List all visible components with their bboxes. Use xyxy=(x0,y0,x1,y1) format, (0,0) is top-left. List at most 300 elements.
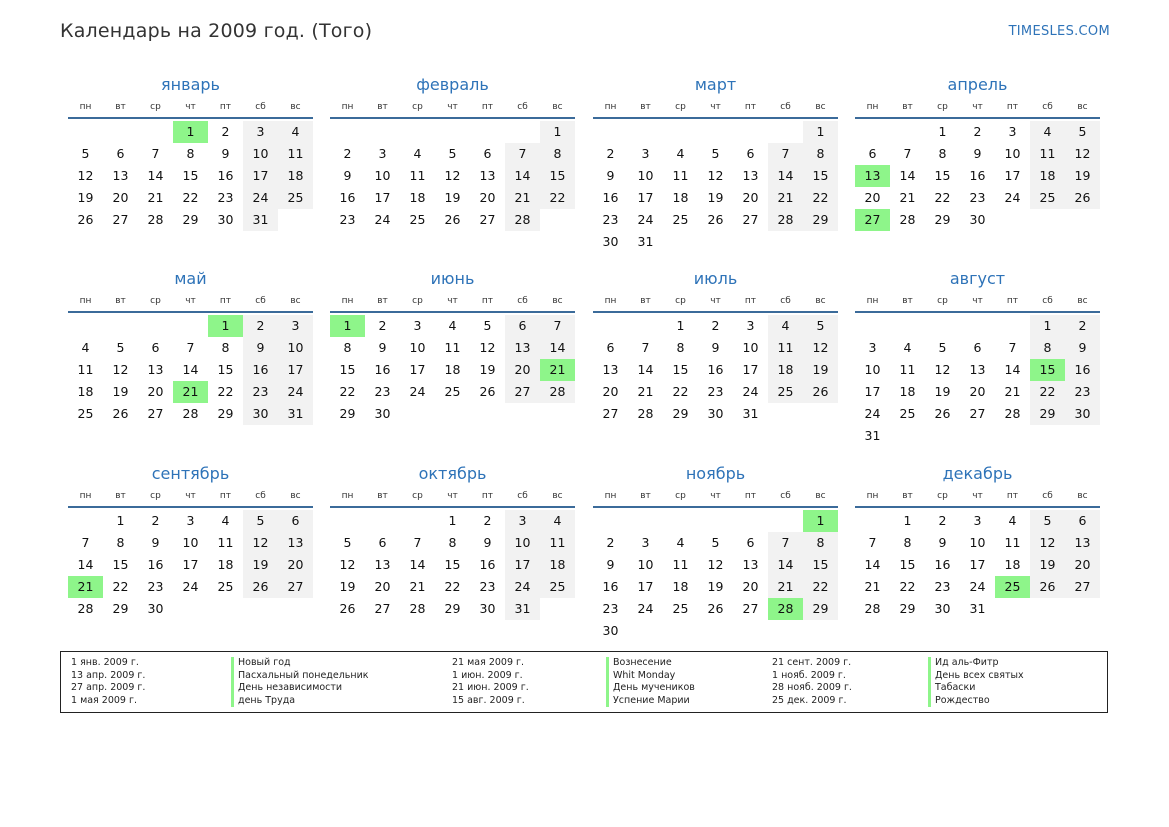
day-cell[interactable]: 6 xyxy=(116,146,125,161)
day-cell[interactable]: 9 xyxy=(378,340,387,355)
day-cell[interactable]: 29 xyxy=(934,212,951,227)
day-cell[interactable]: 17 xyxy=(409,362,426,377)
day-cell[interactable]: 29 xyxy=(899,601,916,616)
day-cell[interactable]: 15 xyxy=(934,168,951,183)
day-cell[interactable]: 3 xyxy=(505,510,540,532)
day-cell[interactable]: 11 xyxy=(768,337,803,359)
day-cell[interactable]: 10 xyxy=(1004,146,1021,161)
day-cell[interactable]: 23 xyxy=(339,212,356,227)
day-cell[interactable]: 20 xyxy=(374,579,391,594)
day-cell[interactable]: 25 xyxy=(278,187,313,209)
day-cell[interactable]: 25 xyxy=(672,212,689,227)
day-cell[interactable]: 8 xyxy=(186,146,195,161)
day-cell[interactable]: 5 xyxy=(343,535,352,550)
day-cell[interactable]: 1 xyxy=(330,315,365,337)
day-cell[interactable]: 19 xyxy=(1065,165,1100,187)
day-cell[interactable]: 6 xyxy=(606,340,615,355)
day-cell[interactable]: 24 xyxy=(278,381,313,403)
day-cell[interactable]: 25 xyxy=(1030,187,1065,209)
day-cell[interactable]: 27 xyxy=(112,212,129,227)
day-cell[interactable]: 24 xyxy=(1004,190,1021,205)
day-cell[interactable]: 16 xyxy=(339,190,356,205)
day-cell[interactable]: 2 xyxy=(606,535,615,550)
day-cell[interactable]: 24 xyxy=(409,384,426,399)
day-cell[interactable]: 7 xyxy=(81,535,90,550)
day-cell[interactable]: 23 xyxy=(602,601,619,616)
day-cell[interactable]: 19 xyxy=(803,359,838,381)
day-cell[interactable]: 19 xyxy=(1030,554,1065,576)
day-cell[interactable]: 28 xyxy=(409,601,426,616)
day-cell[interactable]: 18 xyxy=(899,384,916,399)
day-cell[interactable]: 20 xyxy=(147,384,164,399)
day-cell[interactable]: 25 xyxy=(540,576,575,598)
day-cell[interactable]: 7 xyxy=(505,143,540,165)
day-cell[interactable]: 7 xyxy=(768,532,803,554)
day-cell[interactable]: 28 xyxy=(864,601,881,616)
day-cell[interactable]: 11 xyxy=(217,535,234,550)
day-cell[interactable]: 7 xyxy=(868,535,877,550)
day-cell[interactable]: 5 xyxy=(803,315,838,337)
day-cell[interactable]: 9 xyxy=(938,535,947,550)
day-cell[interactable]: 13 xyxy=(1065,532,1100,554)
day-cell[interactable]: 16 xyxy=(602,579,619,594)
day-cell[interactable]: 5 xyxy=(1065,121,1100,143)
day-cell[interactable]: 29 xyxy=(112,601,129,616)
day-cell[interactable]: 24 xyxy=(243,187,278,209)
day-cell[interactable]: 5 xyxy=(483,318,492,333)
day-cell[interactable]: 14 xyxy=(147,168,164,183)
day-cell[interactable]: 12 xyxy=(339,557,356,572)
day-cell[interactable]: 13 xyxy=(278,532,313,554)
day-cell[interactable]: 2 xyxy=(973,124,982,139)
day-cell[interactable]: 17 xyxy=(637,190,654,205)
day-cell[interactable]: 1 xyxy=(173,121,208,143)
day-cell[interactable]: 8 xyxy=(803,143,838,165)
day-cell[interactable]: 28 xyxy=(540,381,575,403)
day-cell[interactable]: 16 xyxy=(934,557,951,572)
day-cell[interactable]: 7 xyxy=(768,143,803,165)
day-cell[interactable]: 17 xyxy=(374,190,391,205)
day-cell[interactable]: 22 xyxy=(217,384,234,399)
day-cell[interactable]: 16 xyxy=(479,557,496,572)
day-cell[interactable]: 27 xyxy=(855,209,890,231)
day-cell[interactable]: 5 xyxy=(938,340,947,355)
day-cell[interactable]: 24 xyxy=(182,579,199,594)
day-cell[interactable]: 22 xyxy=(803,187,838,209)
day-cell[interactable]: 12 xyxy=(803,337,838,359)
day-cell[interactable]: 25 xyxy=(768,381,803,403)
day-cell[interactable]: 21 xyxy=(68,576,103,598)
day-cell[interactable]: 28 xyxy=(768,209,803,231)
day-cell[interactable]: 11 xyxy=(899,362,916,377)
day-cell[interactable]: 12 xyxy=(1065,143,1100,165)
day-cell[interactable]: 24 xyxy=(969,579,986,594)
day-cell[interactable]: 2 xyxy=(606,146,615,161)
day-cell[interactable]: 12 xyxy=(243,532,278,554)
day-cell[interactable]: 8 xyxy=(903,535,912,550)
day-cell[interactable]: 25 xyxy=(995,576,1030,598)
day-cell[interactable]: 16 xyxy=(602,190,619,205)
day-cell[interactable]: 11 xyxy=(77,362,94,377)
day-cell[interactable]: 6 xyxy=(973,340,982,355)
day-cell[interactable]: 18 xyxy=(278,165,313,187)
day-cell[interactable]: 23 xyxy=(969,190,986,205)
day-cell[interactable]: 18 xyxy=(672,579,689,594)
day-cell[interactable]: 13 xyxy=(602,362,619,377)
day-cell[interactable]: 6 xyxy=(278,510,313,532)
day-cell[interactable]: 29 xyxy=(1030,403,1065,425)
day-cell[interactable]: 26 xyxy=(339,601,356,616)
day-cell[interactable]: 24 xyxy=(637,212,654,227)
day-cell[interactable]: 20 xyxy=(278,554,313,576)
day-cell[interactable]: 3 xyxy=(1008,124,1017,139)
day-cell[interactable]: 13 xyxy=(112,168,129,183)
day-cell[interactable]: 20 xyxy=(864,190,881,205)
day-cell[interactable]: 16 xyxy=(969,168,986,183)
day-cell[interactable]: 20 xyxy=(742,190,759,205)
day-cell[interactable]: 18 xyxy=(1004,557,1021,572)
day-cell[interactable]: 3 xyxy=(973,513,982,528)
day-cell[interactable]: 14 xyxy=(409,557,426,572)
day-cell[interactable]: 10 xyxy=(742,340,759,355)
day-cell[interactable]: 24 xyxy=(742,384,759,399)
day-cell[interactable]: 29 xyxy=(444,601,461,616)
day-cell[interactable]: 4 xyxy=(448,318,457,333)
day-cell[interactable]: 27 xyxy=(505,381,540,403)
day-cell[interactable]: 10 xyxy=(969,535,986,550)
day-cell[interactable]: 4 xyxy=(903,340,912,355)
day-cell[interactable]: 23 xyxy=(479,579,496,594)
day-cell[interactable]: 2 xyxy=(483,513,492,528)
day-cell[interactable]: 27 xyxy=(278,576,313,598)
day-cell[interactable]: 18 xyxy=(540,554,575,576)
day-cell[interactable]: 22 xyxy=(803,576,838,598)
day-cell[interactable]: 10 xyxy=(637,557,654,572)
day-cell[interactable]: 6 xyxy=(505,315,540,337)
day-cell[interactable]: 9 xyxy=(606,557,615,572)
day-cell[interactable]: 30 xyxy=(969,212,986,227)
day-cell[interactable]: 1 xyxy=(676,318,685,333)
day-cell[interactable]: 8 xyxy=(448,535,457,550)
day-cell[interactable]: 13 xyxy=(855,165,890,187)
day-cell[interactable]: 26 xyxy=(479,384,496,399)
day-cell[interactable]: 16 xyxy=(147,557,164,572)
day-cell[interactable]: 27 xyxy=(147,406,164,421)
day-cell[interactable]: 23 xyxy=(1065,381,1100,403)
day-cell[interactable]: 22 xyxy=(1030,381,1065,403)
day-cell[interactable]: 28 xyxy=(182,406,199,421)
day-cell[interactable]: 7 xyxy=(151,146,160,161)
day-cell[interactable]: 21 xyxy=(1004,384,1021,399)
day-cell[interactable]: 11 xyxy=(444,340,461,355)
day-cell[interactable]: 1 xyxy=(540,121,575,143)
day-cell[interactable]: 19 xyxy=(707,579,724,594)
day-cell[interactable]: 29 xyxy=(803,209,838,231)
day-cell[interactable]: 12 xyxy=(1030,532,1065,554)
day-cell[interactable]: 18 xyxy=(672,190,689,205)
day-cell[interactable]: 27 xyxy=(479,212,496,227)
day-cell[interactable]: 28 xyxy=(899,212,916,227)
day-cell[interactable]: 6 xyxy=(868,146,877,161)
day-cell[interactable]: 19 xyxy=(77,190,94,205)
day-cell[interactable]: 14 xyxy=(540,337,575,359)
day-cell[interactable]: 5 xyxy=(116,340,125,355)
day-cell[interactable]: 30 xyxy=(217,212,234,227)
day-cell[interactable]: 2 xyxy=(711,318,720,333)
day-cell[interactable]: 5 xyxy=(711,535,720,550)
day-cell[interactable]: 15 xyxy=(182,168,199,183)
day-cell[interactable]: 3 xyxy=(186,513,195,528)
day-cell[interactable]: 16 xyxy=(707,362,724,377)
day-cell[interactable]: 12 xyxy=(112,362,129,377)
day-cell[interactable]: 1 xyxy=(1030,315,1065,337)
day-cell[interactable]: 21 xyxy=(637,384,654,399)
day-cell[interactable]: 14 xyxy=(182,362,199,377)
day-cell[interactable]: 15 xyxy=(444,557,461,572)
day-cell[interactable]: 18 xyxy=(1030,165,1065,187)
day-cell[interactable]: 29 xyxy=(339,406,356,421)
day-cell[interactable]: 9 xyxy=(711,340,720,355)
day-cell[interactable]: 17 xyxy=(969,557,986,572)
day-cell[interactable]: 1 xyxy=(448,513,457,528)
day-cell[interactable]: 7 xyxy=(903,146,912,161)
day-cell[interactable]: 16 xyxy=(217,168,234,183)
day-cell[interactable]: 13 xyxy=(374,557,391,572)
day-cell[interactable]: 2 xyxy=(1065,315,1100,337)
day-cell[interactable]: 13 xyxy=(969,362,986,377)
day-cell[interactable]: 17 xyxy=(182,557,199,572)
day-cell[interactable]: 11 xyxy=(409,168,426,183)
day-cell[interactable]: 25 xyxy=(77,406,94,421)
day-cell[interactable]: 7 xyxy=(413,535,422,550)
day-cell[interactable]: 30 xyxy=(243,403,278,425)
day-cell[interactable]: 26 xyxy=(1030,576,1065,598)
day-cell[interactable]: 30 xyxy=(602,234,619,249)
day-cell[interactable]: 6 xyxy=(151,340,160,355)
day-cell[interactable]: 7 xyxy=(1008,340,1017,355)
day-cell[interactable]: 21 xyxy=(505,187,540,209)
day-cell[interactable]: 1 xyxy=(803,121,838,143)
day-cell[interactable]: 10 xyxy=(505,532,540,554)
day-cell[interactable]: 28 xyxy=(637,406,654,421)
day-cell[interactable]: 5 xyxy=(711,146,720,161)
day-cell[interactable]: 31 xyxy=(278,403,313,425)
day-cell[interactable]: 7 xyxy=(641,340,650,355)
day-cell[interactable]: 5 xyxy=(81,146,90,161)
day-cell[interactable]: 3 xyxy=(641,535,650,550)
day-cell[interactable]: 5 xyxy=(1030,510,1065,532)
day-cell[interactable]: 4 xyxy=(81,340,90,355)
day-cell[interactable]: 8 xyxy=(1030,337,1065,359)
day-cell[interactable]: 10 xyxy=(278,337,313,359)
day-cell[interactable]: 17 xyxy=(637,579,654,594)
day-cell[interactable]: 31 xyxy=(243,209,278,231)
day-cell[interactable]: 15 xyxy=(339,362,356,377)
day-cell[interactable]: 14 xyxy=(1004,362,1021,377)
day-cell[interactable]: 21 xyxy=(173,381,208,403)
day-cell[interactable]: 6 xyxy=(378,535,387,550)
day-cell[interactable]: 5 xyxy=(243,510,278,532)
day-cell[interactable]: 11 xyxy=(672,168,689,183)
day-cell[interactable]: 7 xyxy=(540,315,575,337)
day-cell[interactable]: 10 xyxy=(864,362,881,377)
day-cell[interactable]: 22 xyxy=(672,384,689,399)
day-cell[interactable]: 1 xyxy=(116,513,125,528)
day-cell[interactable]: 23 xyxy=(707,384,724,399)
day-cell[interactable]: 2 xyxy=(221,124,230,139)
day-cell[interactable]: 12 xyxy=(934,362,951,377)
day-cell[interactable]: 23 xyxy=(243,381,278,403)
day-cell[interactable]: 4 xyxy=(540,510,575,532)
day-cell[interactable]: 23 xyxy=(602,212,619,227)
day-cell[interactable]: 19 xyxy=(112,384,129,399)
day-cell[interactable]: 25 xyxy=(899,406,916,421)
day-cell[interactable]: 9 xyxy=(221,146,230,161)
day-cell[interactable]: 28 xyxy=(77,601,94,616)
day-cell[interactable]: 4 xyxy=(768,315,803,337)
day-cell[interactable]: 21 xyxy=(899,190,916,205)
site-link[interactable]: TIMESLES.COM xyxy=(1008,24,1110,39)
day-cell[interactable]: 27 xyxy=(742,601,759,616)
day-cell[interactable]: 27 xyxy=(602,406,619,421)
day-cell[interactable]: 6 xyxy=(746,535,755,550)
day-cell[interactable]: 17 xyxy=(742,362,759,377)
day-cell[interactable]: 26 xyxy=(77,212,94,227)
day-cell[interactable]: 3 xyxy=(868,340,877,355)
day-cell[interactable]: 8 xyxy=(938,146,947,161)
day-cell[interactable]: 29 xyxy=(803,598,838,620)
day-cell[interactable]: 18 xyxy=(768,359,803,381)
day-cell[interactable]: 19 xyxy=(444,190,461,205)
day-cell[interactable]: 15 xyxy=(1030,359,1065,381)
day-cell[interactable]: 2 xyxy=(243,315,278,337)
day-cell[interactable]: 22 xyxy=(899,579,916,594)
day-cell[interactable]: 20 xyxy=(505,359,540,381)
day-cell[interactable]: 12 xyxy=(707,168,724,183)
day-cell[interactable]: 3 xyxy=(378,146,387,161)
day-cell[interactable]: 22 xyxy=(540,187,575,209)
day-cell[interactable]: 23 xyxy=(217,190,234,205)
day-cell[interactable]: 8 xyxy=(221,340,230,355)
day-cell[interactable]: 12 xyxy=(707,557,724,572)
day-cell[interactable]: 2 xyxy=(378,318,387,333)
day-cell[interactable]: 17 xyxy=(864,384,881,399)
day-cell[interactable]: 13 xyxy=(479,168,496,183)
day-cell[interactable]: 14 xyxy=(899,168,916,183)
day-cell[interactable]: 11 xyxy=(672,557,689,572)
day-cell[interactable]: 31 xyxy=(505,598,540,620)
day-cell[interactable]: 27 xyxy=(969,406,986,421)
day-cell[interactable]: 20 xyxy=(602,384,619,399)
day-cell[interactable]: 26 xyxy=(707,212,724,227)
day-cell[interactable]: 21 xyxy=(540,359,575,381)
day-cell[interactable]: 21 xyxy=(147,190,164,205)
day-cell[interactable]: 26 xyxy=(707,601,724,616)
day-cell[interactable]: 8 xyxy=(803,532,838,554)
day-cell[interactable]: 10 xyxy=(374,168,391,183)
day-cell[interactable]: 23 xyxy=(934,579,951,594)
day-cell[interactable]: 12 xyxy=(77,168,94,183)
day-cell[interactable]: 19 xyxy=(479,362,496,377)
day-cell[interactable]: 19 xyxy=(243,554,278,576)
day-cell[interactable]: 13 xyxy=(742,557,759,572)
day-cell[interactable]: 24 xyxy=(374,212,391,227)
day-cell[interactable]: 28 xyxy=(768,598,803,620)
day-cell[interactable]: 12 xyxy=(479,340,496,355)
day-cell[interactable]: 9 xyxy=(151,535,160,550)
day-cell[interactable]: 5 xyxy=(448,146,457,161)
day-cell[interactable]: 8 xyxy=(540,143,575,165)
day-cell[interactable]: 4 xyxy=(221,513,230,528)
day-cell[interactable]: 8 xyxy=(343,340,352,355)
day-cell[interactable]: 16 xyxy=(374,362,391,377)
day-cell[interactable]: 26 xyxy=(934,406,951,421)
day-cell[interactable]: 13 xyxy=(147,362,164,377)
day-cell[interactable]: 22 xyxy=(182,190,199,205)
day-cell[interactable]: 6 xyxy=(1065,510,1100,532)
day-cell[interactable]: 1 xyxy=(803,510,838,532)
day-cell[interactable]: 16 xyxy=(1065,359,1100,381)
day-cell[interactable]: 17 xyxy=(505,554,540,576)
day-cell[interactable]: 11 xyxy=(1030,143,1065,165)
day-cell[interactable]: 26 xyxy=(112,406,129,421)
day-cell[interactable]: 30 xyxy=(1065,403,1100,425)
day-cell[interactable]: 14 xyxy=(768,165,803,187)
day-cell[interactable]: 31 xyxy=(969,601,986,616)
day-cell[interactable]: 11 xyxy=(540,532,575,554)
day-cell[interactable]: 25 xyxy=(409,212,426,227)
day-cell[interactable]: 4 xyxy=(1008,513,1017,528)
day-cell[interactable]: 9 xyxy=(606,168,615,183)
day-cell[interactable]: 14 xyxy=(768,554,803,576)
day-cell[interactable]: 7 xyxy=(186,340,195,355)
day-cell[interactable]: 19 xyxy=(934,384,951,399)
day-cell[interactable]: 20 xyxy=(479,190,496,205)
day-cell[interactable]: 25 xyxy=(672,601,689,616)
day-cell[interactable]: 14 xyxy=(637,362,654,377)
day-cell[interactable]: 15 xyxy=(672,362,689,377)
day-cell[interactable]: 17 xyxy=(278,359,313,381)
day-cell[interactable]: 30 xyxy=(934,601,951,616)
day-cell[interactable]: 2 xyxy=(938,513,947,528)
day-cell[interactable]: 8 xyxy=(116,535,125,550)
day-cell[interactable]: 28 xyxy=(505,209,540,231)
day-cell[interactable]: 27 xyxy=(1065,576,1100,598)
day-cell[interactable]: 10 xyxy=(637,168,654,183)
day-cell[interactable]: 15 xyxy=(899,557,916,572)
day-cell[interactable]: 13 xyxy=(505,337,540,359)
day-cell[interactable]: 3 xyxy=(243,121,278,143)
day-cell[interactable]: 18 xyxy=(409,190,426,205)
day-cell[interactable]: 30 xyxy=(707,406,724,421)
day-cell[interactable]: 4 xyxy=(1030,121,1065,143)
day-cell[interactable]: 10 xyxy=(182,535,199,550)
day-cell[interactable]: 18 xyxy=(217,557,234,572)
day-cell[interactable]: 28 xyxy=(147,212,164,227)
day-cell[interactable]: 15 xyxy=(540,165,575,187)
day-cell[interactable]: 31 xyxy=(637,234,654,249)
day-cell[interactable]: 25 xyxy=(217,579,234,594)
day-cell[interactable]: 26 xyxy=(444,212,461,227)
day-cell[interactable]: 26 xyxy=(1065,187,1100,209)
day-cell[interactable]: 30 xyxy=(602,623,619,638)
day-cell[interactable]: 22 xyxy=(444,579,461,594)
day-cell[interactable]: 23 xyxy=(147,579,164,594)
day-cell[interactable]: 4 xyxy=(676,146,685,161)
day-cell[interactable]: 20 xyxy=(969,384,986,399)
day-cell[interactable]: 23 xyxy=(374,384,391,399)
day-cell[interactable]: 18 xyxy=(444,362,461,377)
